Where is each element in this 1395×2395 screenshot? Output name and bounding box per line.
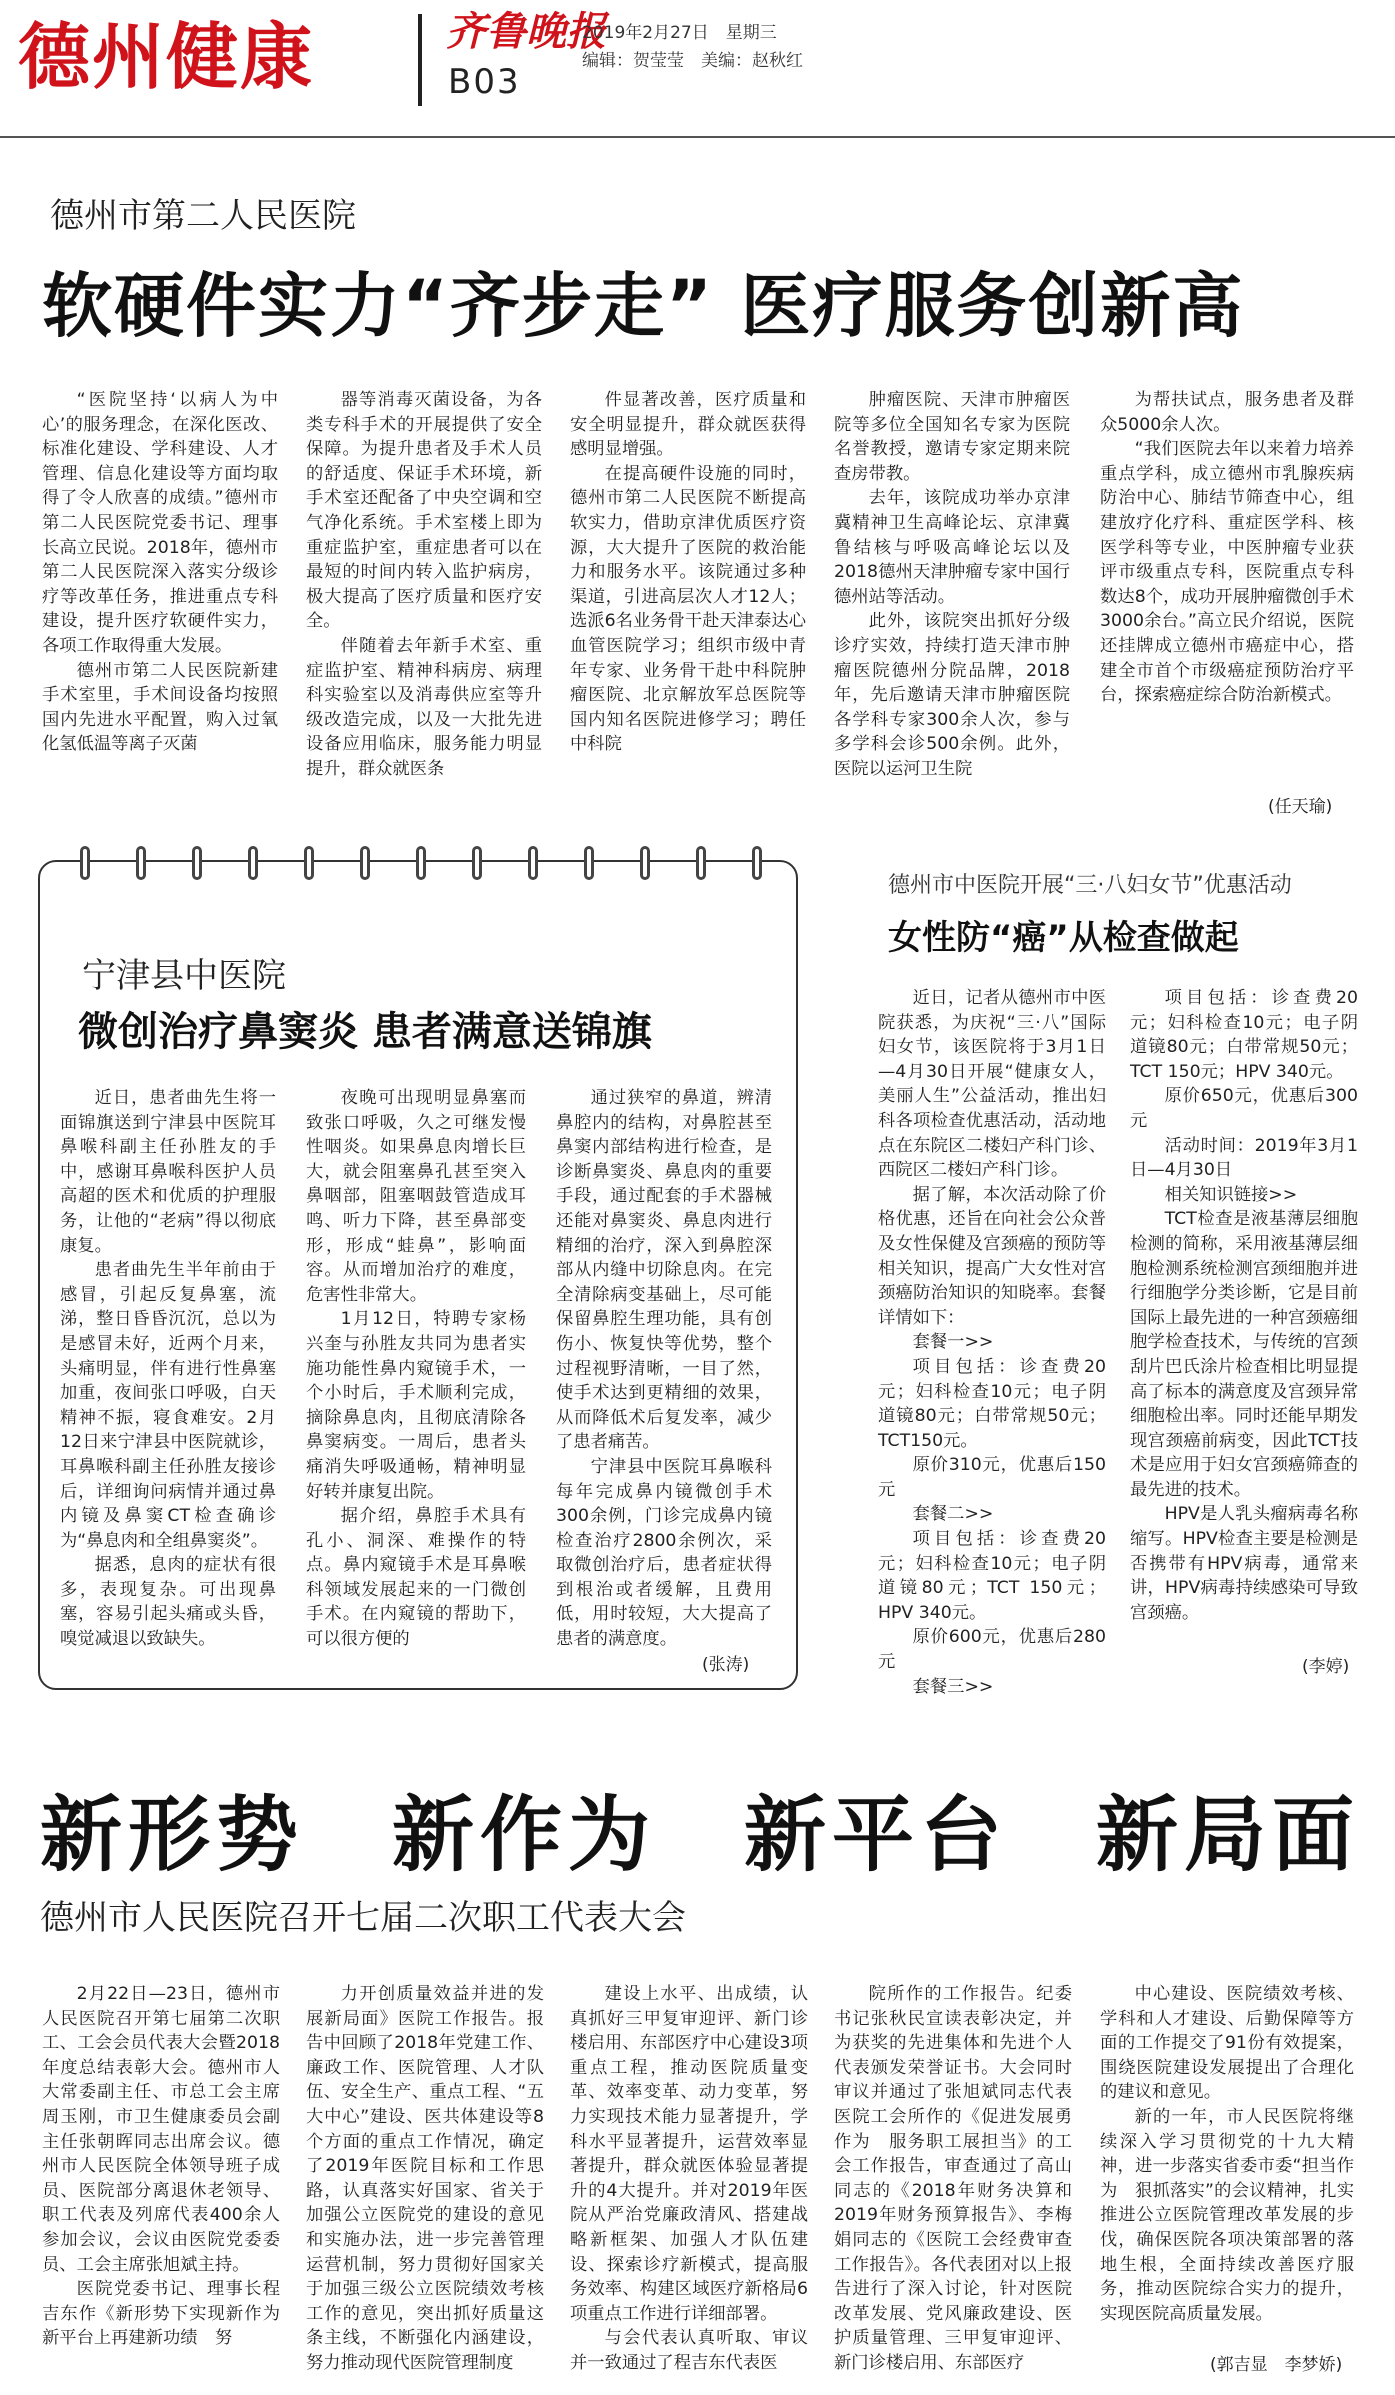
paragraph: 原价600元，优惠后280元: [878, 1627, 1106, 1673]
article4-column-4: [834, 1982, 1072, 2374]
article4-headline: 新形势 新作为 新平台 新局面: [40, 1788, 1361, 1883]
issue-date: 2019年2月27日 星期三: [582, 23, 777, 43]
paragraph: 在提高硬件设施的同时，德州市第二人民医院不断提高软实力，借助京津优质医疗资源，大大提升了医院的救治能力和服务水平。该院通过多种渠道，引进高层次人才12人；选派6名业务骨干赴天津泰达心血管医院学习；组织市级中青年专家、业务骨干赴中科院肿瘤医院、北京解放军总医院等国内知名医院进修学习；聘任中科院: [570, 463, 806, 755]
paragraph: 套餐一>>: [912, 1332, 994, 1353]
paragraph: 器等消毒灭菌设备，为各类专科手术的开展提供了安全保障。为提升患者及手术人员的舒适度、保证手术环境，新手术室还配备了中央空调和空气净化系统。手术室楼上即为重症监护室，重症患者可以在最短的时间内转入监护病房，极大提高了医疗质量和医疗安全。: [306, 390, 542, 632]
paragraph: 项目包括：诊查费20元；妇科检查10元；电子阴道镜80元；TCT 150元；HPV 340元。: [878, 1529, 1106, 1623]
paragraph: 建设上水平、出成绩，认真抓好三甲复审迎评、新门诊楼启用、东部医疗中心建设3项重点工程，推动医院质量变革、效率变革、动力变革，努力实现技术能力显著提升，学科水平显著提升，运营效率显著提升，群众就医体验显著提升的4大提升。并对2019年医院从严治党廉政清风、搭建战略新框架、加强人才队伍建设、探索诊疗新模式，提高服务效率、构建区域医疗新格局6项重点工作进行详细部署。: [570, 1984, 808, 2324]
binder-ring: [248, 846, 258, 880]
paragraph: 2月22日—23日，德州市人民医院召开第七届第二次职工、工会会员代表大会暨2018年度总结表彰大会。德州市人大常委副主任、市总工会主席周玉刚，市卫生健康委员会副主任张朝晖同志出席会议。德州市人民医院全体领导班子成员、医院部分离退休老领导、职工代表及列席代表400余人参加会议，会议由医院党委委员、工会主席张旭斌主持。: [42, 1984, 280, 2275]
binder-ring: [752, 846, 762, 880]
article2-kicker: 宁津县中医院: [82, 956, 286, 996]
paragraph: “我们医院去年以来着力培养重点学科，成立德州市乳腺疾病防治中心、肺结节筛查中心，组建放疗化疗科、重症医学科、核医学科等专业，中医肿瘤专业获评市级重点专科，医院重点专科数达8个，成功开展肿瘤微创手术3000余台。”高立民介绍说，医院还挂牌成立德州市癌症中心，搭建全市首个市级癌症预防治疗平台，探索癌症综合防治新模式。: [1100, 439, 1354, 706]
article3-column-2: [1130, 986, 1358, 1648]
article1-column-4: [834, 388, 1070, 818]
paragraph: 套餐二>>: [912, 1504, 994, 1525]
paragraph: 肿瘤医院、天津市肿瘤医院等多位全国知名专家为医院名誉教授，邀请专家定期来院查房带教。: [834, 390, 1070, 484]
paragraph: 新的一年，市人民医院将继续深入学习贯彻党的十九大精神，进一步落实省委市委“担当作为 狠抓落实”的会议精神，扎实推进公立医院管理改革发展的步伐，确保医院各项决策部署的落地生根，全面持续改善医疗服务，推动医院综合实力的提升，实现医院高质量发展。: [1100, 2106, 1354, 2324]
article1-kicker: 德州市第二人民医院: [50, 196, 356, 236]
masthead-divider: [418, 14, 422, 106]
paragraph: 据悉，息肉的症状有很多，表现复杂。可出现鼻塞，容易引起头痛或头昏，嗅觉减退以致缺失。: [60, 1555, 276, 1650]
article2-column-3: [556, 1086, 772, 1650]
binder-ring: [472, 846, 482, 880]
article1-headline: 软硬件实力“齐步走” 医疗服务创新高: [42, 265, 1245, 347]
masthead-rule: [0, 136, 1395, 138]
paragraph: 套餐三>>: [912, 1676, 994, 1697]
binder-ring: [360, 846, 370, 880]
paragraph: 夜晚可出现明显鼻塞而致张口呼吸，久之可继发慢性咽炎。如果鼻息肉增长巨大，就会阻塞鼻孔甚至突入鼻咽部，阻塞咽鼓管造成耳鸣、听力下降，甚至鼻部变形，形成“蛙鼻”，影响面容。从而增加治疗的难度，危害性非常大。: [306, 1088, 526, 1305]
paragraph: 中心建设、医院绩效考核、学科和人才建设、后勤保障等方面的工作提交了91份有效提案，围绕医院建设发展提出了合理化的建议和意见。: [1100, 1984, 1354, 2103]
page-number: B03: [448, 62, 521, 102]
article4-column-5: [1100, 1982, 1354, 2340]
paragraph: “医院坚持‘以病人为中心’的服务理念，在深化医改、标准化建设、学科建设、人才管理、信息化建设等方面均取得了令人欣喜的成绩。”德州市第二人民医院党委书记、理事长高立民说。2018年，德州市第二人民医院深入落实分级诊疗等改革任务，推进重点专科建设，提升医疗软硬件实力，各项工作取得重大发展。: [42, 390, 278, 656]
article1-column-3: [570, 388, 806, 818]
paragraph: TCT检查是液基薄层细胞检测的简称，采用液基薄层细胞检测系统检测宫颈细胞并进行细胞学分类诊断，它是目前国际上最先进的一种宫颈癌细胞学检查技术，与传统的宫颈刮片巴氏涂片检查相比明显提高了标本的满意度及宫颈异常细胞检出率。同时还能早期发现宫颈癌前病变，因此TCT技术是应用于妇女宫颈癌筛查的最先进的技术。: [1130, 1209, 1358, 1500]
binder-ring: [136, 846, 146, 880]
article3-headline: 女性防“癌”从检查做起: [888, 918, 1239, 958]
paragraph: 伴随着去年新手术室、重症监护室、精神科病房、病理科实验室以及消毒供应室等升级改造完成，以及一大批先进设备应用临床，服务能力明显提升，群众就医条: [306, 635, 542, 779]
article4-column-1: [42, 1982, 298, 2374]
paragraph: 项目包括：诊查费20元；妇科检查10元；电子阴道镜80元；白带常规50元；TCT150元。: [878, 1356, 1106, 1451]
article4-column-2: [306, 1982, 544, 2374]
binder-ring: [528, 846, 538, 880]
paragraph: HPV是人乳头瘤病毒名称缩写。HPV检查主要是检测是否携带有HPV病毒，通常来讲，HPV病毒持续感染可导致宫颈癌。: [1130, 1504, 1358, 1623]
article3-byline: (李婷): [1302, 1657, 1350, 1677]
section-title: 德州健康: [18, 14, 315, 99]
newspaper-logo: 齐鲁晚报: [446, 8, 606, 55]
paragraph: 宁津县中医院耳鼻喉科每年完成鼻内镜微创手术300余例，门诊完成鼻内镜检查治疗2800余例次，采取微创治疗后，患者症状得到根治或者缓解，且费用低，用时较短，大大提高了患者的满意度。: [556, 1456, 772, 1650]
paragraph: 力开创质量效益并进的发展新局面》医院工作报告。报告中回顾了2018年党建工作、廉政工作、医院管理、人才队伍、安全生产、重点工程、“五大中心”建设、医共体建设等8个方面的重点工作情况，确定了2019年医院目标和工作思路，认真落实好国家、省关于加强公立医院党的建设的意见和实施办法，进一步完善管理运营机制，努力贯彻好国家关于加强三级公立医院绩效考核工作的意见，突出抓好质量这条主线，不断强化内涵建设，努力推动现代医院管理制度: [306, 1984, 544, 2373]
paragraph: 项目包括：诊查费20元；妇科检查10元；电子阴道镜80元；白带常规50元；TCT 150元；HPV 340元。: [1130, 988, 1358, 1082]
article4-column-3: [570, 1982, 808, 2374]
paragraph: 德州市第二人民医院新建手术室里，手术间设备均按照国内先进水平配置，购入过氧化氢低温等离子灭菌: [42, 660, 278, 755]
paragraph: 院所作的工作报告。纪委书记张秋民宣读表彰决定，并为获奖的先进集体和先进个人代表颁发荣誉证书。大会同时审议并通过了张旭斌同志代表医院工会所作的《促进发展勇作为 服务职工展担当》的工会工作报告，审查通过了高山同志的《2018年财务决算和2019年财务预算报告》、李梅娟同志的《医院工会经费审查工作报告》。各代表团对以上报告进行了深入讨论，针对医院改革发展、党风廉政建设、医护质量管理、三甲复审迎评、新门诊楼启用、东部医疗: [834, 1984, 1072, 2373]
article1-column-1: [42, 388, 278, 818]
binder-ring: [192, 846, 202, 880]
paragraph: 与会代表认真听取、审议并一致通过了程吉东代表医: [570, 2328, 808, 2373]
paragraph: 患者曲先生半年前由于感冒，引起反复鼻塞，流涕，整日昏昏沉沉，总以为是感冒未好，近两个月来，头痛明显，伴有进行性鼻塞加重，夜间张口呼吸，白天精神不振，寝食难安。2月12日来宁津县中医院就诊，耳鼻喉科副主任孙胜友接诊后，详细询问病情并通过鼻内镜及鼻窦CT检查确诊为“鼻息肉和全组鼻窦炎”。: [60, 1260, 276, 1551]
paragraph: 此外，该院突出抓好分级诊疗实效，持续打造天津市肿瘤医院德州分院品牌，2018年，先后邀请天津市肿瘤医院各学科专家300余人次，参与多学科会诊500余例。此外，医院以运河卫生院: [834, 611, 1070, 779]
binder-ring: [696, 846, 706, 880]
paragraph: 通过狭窄的鼻道，辨清鼻腔内的结构，对鼻腔甚至鼻窦内部结构进行检查，是诊断鼻窦炎、鼻息肉的重要手段，通过配套的手术器械还能对鼻窦炎、鼻息肉进行精细的治疗，深入到鼻腔深部从内缝中切除息肉。在完全清除病变基础上，尽可能保留鼻腔生理功能，具有创伤小、恢复快等优势，整个过程视野清晰，一目了然，使手术达到更精细的效果，从而降低术后复发率，减少了患者痛苦。: [556, 1088, 772, 1453]
paragraph: 去年，该院成功举办京津冀精神卫生高峰论坛、京津冀鲁结核与呼吸高峰论坛以及2018德州天津肿瘤专家中国行德州站等活动。: [834, 488, 1070, 607]
paragraph: 原价650元，优惠后300元: [1130, 1086, 1358, 1131]
article3-kicker: 德州市中医院开展“三·八妇女节”优惠活动: [888, 873, 1292, 898]
paragraph: 医院党委书记、理事长程吉东作《新形势下实现新作为 新平台上再建新功绩 努: [42, 2279, 298, 2349]
binder-ring: [416, 846, 426, 880]
paragraph: 活动时间：2019年3月1日—4月30日: [1130, 1135, 1358, 1181]
binder-ring: [80, 846, 90, 880]
article2-byline: (张涛): [702, 1655, 750, 1675]
binder-ring: [640, 846, 650, 880]
article1-column-5: [1100, 388, 1354, 788]
paragraph: 件显著改善，医疗质量和安全明显提升，群众就医获得感明显增强。: [570, 390, 806, 460]
article1-column-2: [306, 388, 542, 818]
article1-byline: (任天瑜): [1268, 797, 1333, 817]
paragraph: 原价310元，优惠后150元: [878, 1455, 1106, 1500]
paragraph: 近日，记者从德州市中医院获悉，为庆祝“三·八”国际妇女节，该医院将于3月1日—4月30日开展“健康女人，美丽人生”公益活动，推出妇科各项检查优惠活动，活动地点在东院区二楼妇产科门诊、西院区二楼妇产科门诊。: [878, 988, 1106, 1181]
binder-ring: [304, 846, 314, 880]
article2-column-1: [60, 1086, 276, 1678]
paragraph: 相关知识链接>>: [1164, 1184, 1298, 1205]
paragraph: 近日，患者曲先生将一面锦旗送到宁津县中医院耳鼻喉科副主任孙胜友的手中，感谢耳鼻喉科医护人员高超的医术和优质的护理服务，让他的“老病”得以彻底康复。: [60, 1088, 276, 1256]
article4-subheadline: 德州市人民医院召开七届二次职工代表大会: [40, 1898, 686, 1938]
paragraph: 据了解，本次活动除了价格优惠，还旨在向社会公众普及女性保健及宫颈癌的预防等相关知识，提高广大女性对宫颈癌防治知识的知晓率。套餐详情如下：: [878, 1184, 1106, 1328]
article3-column-1: [878, 986, 1106, 1697]
paragraph: 1月12日，特聘专家杨兴奎与孙胜友共同为患者实施功能性鼻内窥镜手术，一个小时后，手术顺利完成，摘除鼻息肉，且彻底清除各鼻窦病变。一周后，患者头痛消失呼吸通畅，精神明显好转并康复出院。: [306, 1309, 526, 1502]
paragraph: 为帮扶试点，服务患者及群众5000余人次。: [1100, 390, 1354, 435]
paragraph: 据介绍，鼻腔手术具有孔小、洞深、难操作的特点。鼻内窥镜手术是耳鼻喉科领域发展起来的一门微创手术。在内窥镜的帮助下，可以很方便的: [306, 1506, 526, 1650]
article2-column-2: [306, 1086, 526, 1678]
binder-ring: [584, 846, 594, 880]
article2-headline: 微创治疗鼻窦炎 患者满意送锦旗: [78, 1009, 652, 1055]
editor-credits: 编辑：贺莹莹 美编：赵秋红: [582, 51, 803, 71]
article4-byline: (郭吉显 李梦娇): [1210, 2355, 1343, 2375]
